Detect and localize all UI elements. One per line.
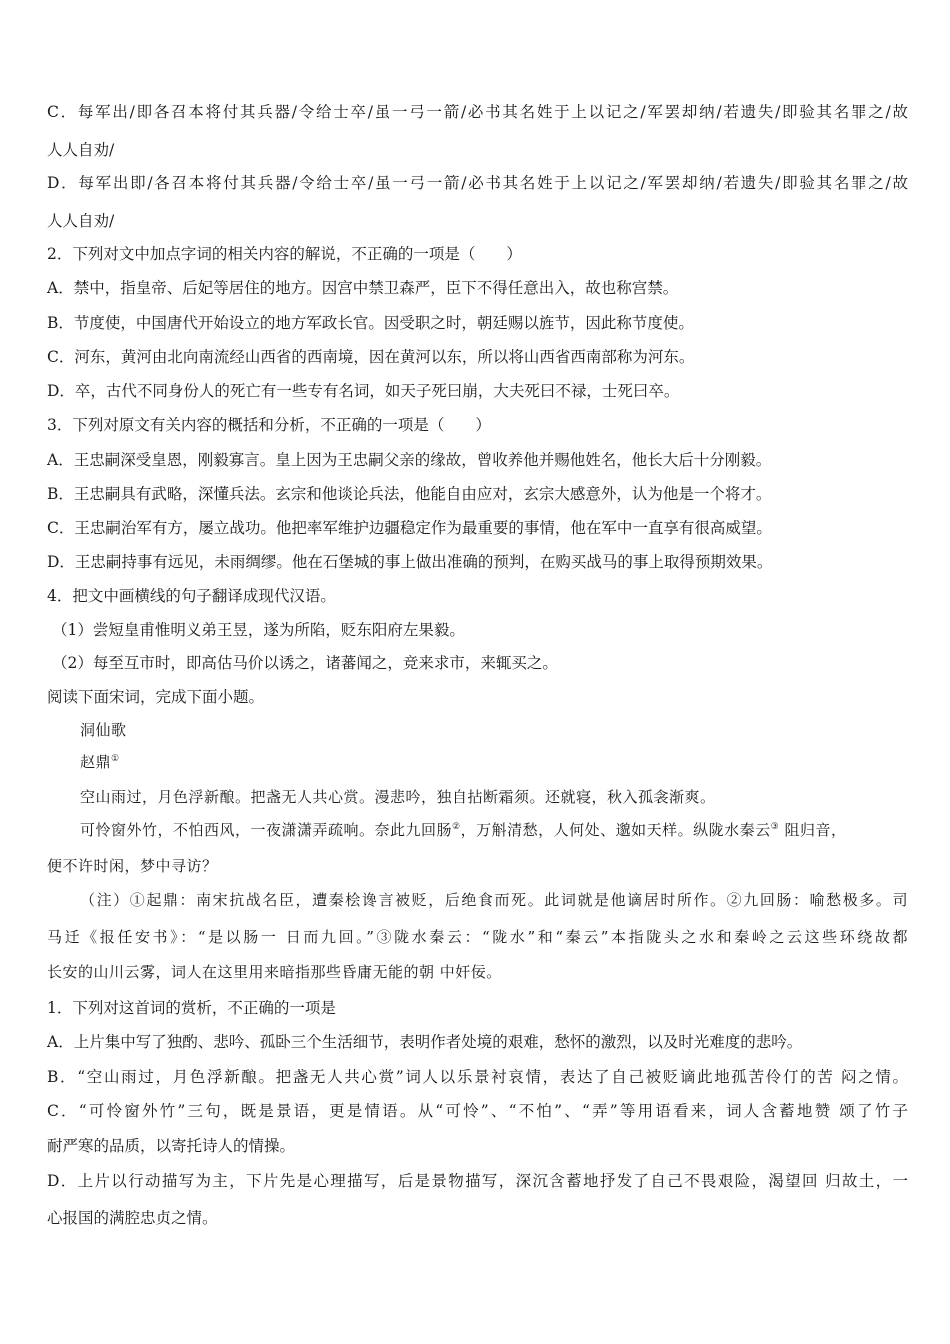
q2-option-b: B．节度使，中国唐代开始设立的地方军政长官。因受职之时，朝廷赐以旌节，因此称节度使。 [47,314,694,332]
poem-q1-option-b: B．“空山雨过，月色浮新酿。把盏无人共心赏”词人以乐景衬哀情，表达了自己被贬谪此地孤苦伶仃的苦 闷之情。 [47,1068,908,1086]
q3-stem: 3．下列对原文有关内容的概括和分析，不正确的一项是（ ） [47,416,491,434]
q2-option-a: A．禁中，指皇帝、后妃等居住的地方。因宫中禁卫森严，臣下不得任意出入，故也称宫禁。 [47,279,679,297]
q1-option-d-line1: D．每军出即/各召本将付其兵器/令给士卒/虽一弓一箭/必书其名姓于上以记之/军罢却纳/若遗失/即验其名罪之/故 [47,174,908,192]
poem-note-line-2: 马迁《报任安书》：“是以肠一 日而九回。”③陇水秦云：“陇水”和“秦云”本指陇头之水和秦岭之云这些环绕故都 [47,928,908,946]
poem-q1-option-d-line2: 心报国的满腔忠贞之情。 [47,1209,218,1227]
poem-q1-stem: 1．下列对这首词的赏析，不正确的一项是 [47,999,336,1017]
poem-stanza-2-line-2: 便不许时闲，梦中寻访？ [47,857,218,875]
stanza-2-text-a: 可怜窗外竹，不怕西风，一夜潇潇弄疏响。奈此九回肠 [80,821,453,839]
q2-option-d: D．卒，古代不同身份人的死亡有一些专有名词，如天子死曰崩，大夫死曰不禄，士死曰卒。 [47,382,680,400]
q4-sentence-2: （2）每至互市时，即高估马价以诱之，诸蕃闻之，竞来求市，来辄买之。 [52,654,558,672]
q1-option-c-line2: 人人自劝/ [47,141,115,159]
poem-q1-option-d-line1: D．上片以行动描写为主，下片先是心理描写，后是景物描写，深沉含蓄地抒发了自己不畏艰险，渴望回 归故土，一 [47,1172,908,1190]
q3-option-c: C．王忠嗣治军有方，屡立战功。他把率军维护边疆稳定作为最重要的事情，他在军中一直享有很高威望。 [47,519,772,537]
footnote-mark-3: ③ [770,822,780,832]
q3-option-b: B．王忠嗣具有武略，深懂兵法。玄宗和他谈论兵法，他能自由应对，玄宗大感意外，认为他是一个将才。 [47,485,772,503]
q1-option-c-line1: C．每军出/即各召本将付其兵器/令给士卒/虽一弓一箭/必书其名姓于上以记之/军罢却纳/若遗失/即验其名罪之/故 [47,103,908,121]
footnote-mark-1: ① [111,754,120,764]
poem-author [80,751,908,773]
footnote-mark-2: ② [452,822,461,832]
poem-stanza-2-line-1 [80,819,908,841]
poem-note-line-3: 长安的山川云雾，词人在这里用来暗指那些昏庸无能的朝 中奸佞。 [47,963,502,981]
poem-q1-option-c-line2: 耐严寒的品质，以寄托诗人的情操。 [47,1137,296,1155]
q4-sentence-1: （1）尝短皇甫惟明义弟王昱，遂为所陷，贬东阳府左果毅。 [52,621,465,639]
q2-stem: 2．下列对文中加点字词的相关内容的解说，不正确的一项是（ ） [47,245,522,263]
poem-author-name: 赵鼎 [80,753,112,771]
q3-option-d: D．王忠嗣持事有远见，未雨绸缪。他在石堡城的事上做出准确的预判，在购买战马的事上取得预期效果。 [47,553,773,571]
poem-stanza-1: 空山雨过，月色浮新酿。把盏无人共心赏。漫悲吟，独自拈断霜须。还就寝，秋入孤衾渐爽。 [80,788,716,806]
q2-option-c: C．河东，黄河由北向南流经山西省的西南境，因在黄河以东，所以将山西省西南部称为河东。 [47,348,695,366]
q1-option-d-line2: 人人自劝/ [47,212,115,230]
poem-q1-option-c-line1: C．“可怜窗外竹”三句，既是景语，更是情语。从“可怜”、“不怕”、“弄”等用语看来，词人含蓄地赞 颂了竹子 [47,1102,908,1120]
q3-option-a: A．王忠嗣深受皇恩，刚毅寡言。皇上因为王忠嗣父亲的缘故，曾收养他并赐他姓名，他长大后十分刚毅。 [47,451,772,469]
poem-title: 洞仙歌 [80,721,127,739]
poem-note-line-1: （注）①起鼎：南宋抗战名臣，遭秦桧谗言被贬，后绝食而死。此词就是他谪居时所作。②九回肠：喻愁极多。司 [80,891,908,909]
stanza-2-text-b: ，万斛清愁，人何处、邈如天样。纵陇水秦云 [460,821,771,839]
poem-q1-option-a: A．上片集中写了独酌、悲吟、孤卧三个生活细节，表明作者处境的艰难，愁怀的激烈，以及时光难度的悲吟。 [47,1033,803,1051]
q4-stem: 4．把文中画横线的句子翻译成现代汉语。 [47,587,336,605]
poem-intro: 阅读下面宋词，完成下面小题。 [47,688,265,706]
stanza-2-text-c: 阻归音， [779,821,847,839]
